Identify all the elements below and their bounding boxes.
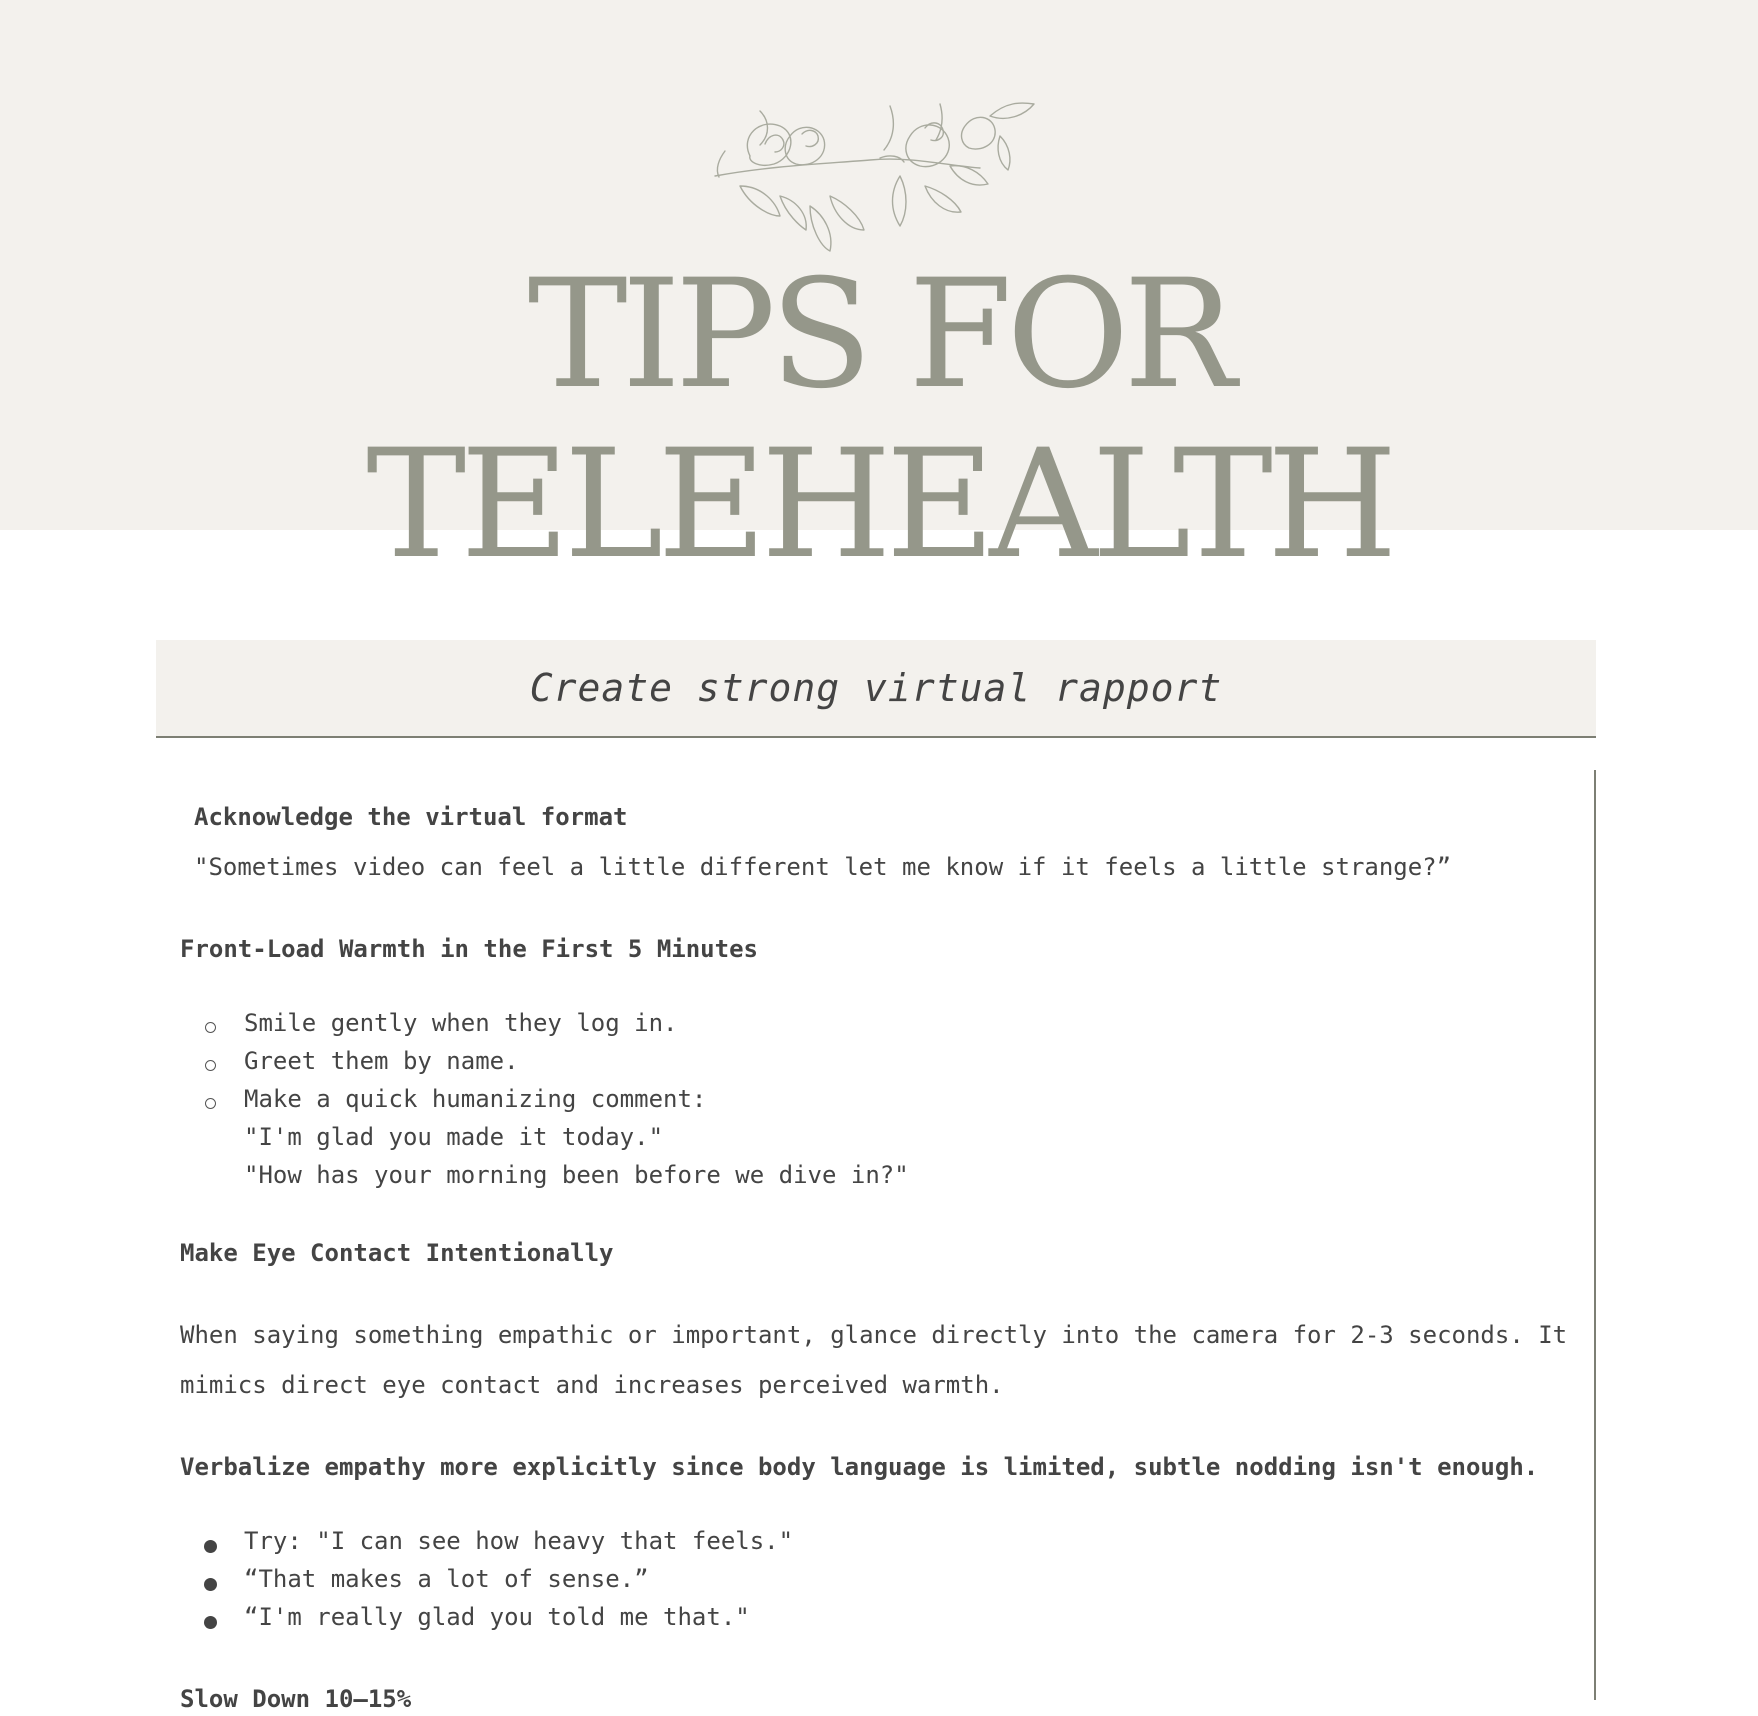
- hollow-bullet-icon: [205, 1060, 216, 1071]
- floral-branch-icon: [710, 96, 1050, 256]
- body-text: mimics direct eye contact and increases perceived warmth.: [180, 1371, 1004, 1399]
- list-item: Greet them by name.: [244, 1047, 519, 1075]
- section-title: Create strong virtual rapport: [529, 666, 1223, 710]
- hero-banner: [0, 0, 1758, 592]
- heading-acknowledge: Acknowledge the virtual format: [194, 803, 628, 831]
- hollow-bullet-icon: [205, 1022, 216, 1033]
- list-item: Make a quick humanizing comment:: [244, 1085, 707, 1113]
- right-border-rule: [1594, 770, 1596, 1700]
- list-item: Try: "I can see how heavy that feels.": [244, 1527, 794, 1555]
- heading-front-load: Front-Load Warmth in the First 5 Minutes: [180, 935, 758, 963]
- list-item: “I'm really glad you told me that.": [244, 1603, 750, 1631]
- body-text: When saying something empathic or important, glance directly into the camera for 2-3 seconds. It: [180, 1321, 1568, 1349]
- solid-bullet-icon: [204, 1616, 217, 1629]
- list-item: Smile gently when they log in.: [244, 1009, 678, 1037]
- heading-slow-down: Slow Down 10–15%: [180, 1685, 412, 1713]
- hollow-bullet-icon: [205, 1098, 216, 1109]
- heading-empathy: Verbalize empathy more explicitly since body language is limited, subtle nodding isn't enough.: [180, 1453, 1539, 1481]
- section-header: [156, 640, 1596, 738]
- list-subline: "How has your morning been before we dive in?": [244, 1161, 909, 1189]
- solid-bullet-icon: [204, 1540, 217, 1553]
- page-title: TIPS FOR TELEHEALTH: [366, 248, 1392, 592]
- list-item: “That makes a lot of sense.”: [244, 1565, 649, 1593]
- acknowledge-quote: "Sometimes video can feel a little different let me know if it feels a little strange?”: [194, 853, 1452, 881]
- heading-eye-contact: Make Eye Contact Intentionally: [180, 1239, 614, 1267]
- solid-bullet-icon: [204, 1578, 217, 1591]
- list-subline: "I'm glad you made it today.": [244, 1123, 664, 1151]
